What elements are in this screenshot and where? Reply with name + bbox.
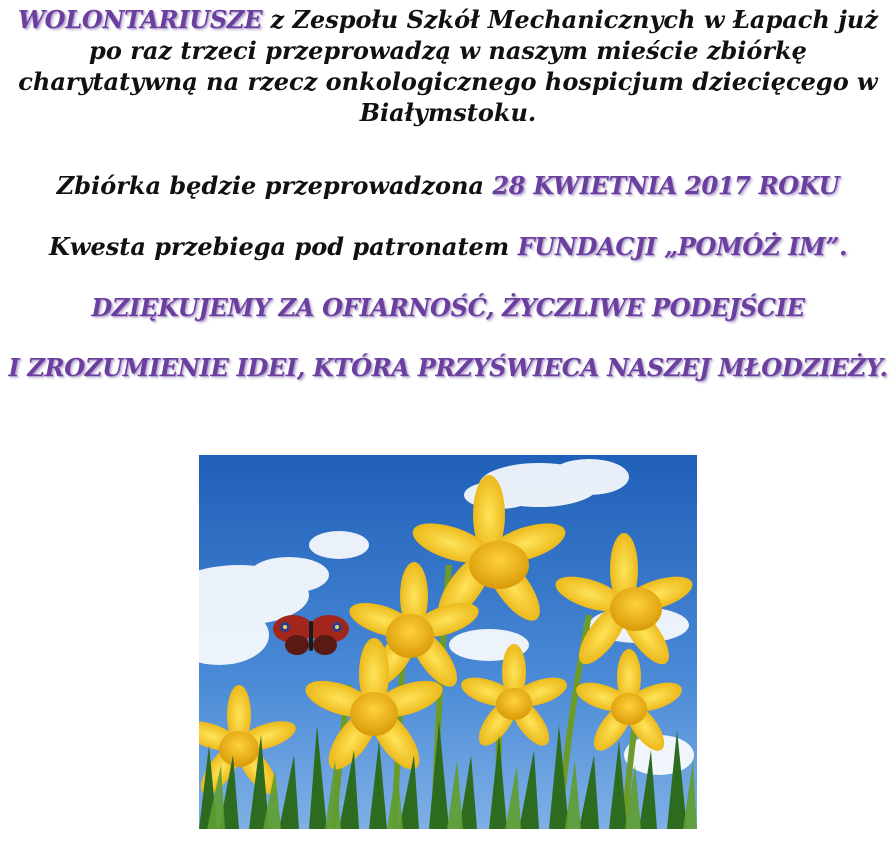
sky [199, 455, 697, 829]
patronage-text: Kwesta przebiega pod patronatem [48, 232, 518, 261]
daffodils-illustration [199, 455, 697, 829]
intro-paragraph [0, 4, 896, 128]
collection-date-highlight: 28 KWIETNIA 2017 ROKU [492, 171, 840, 200]
intro-text: z Zespołu Szkół Mechanicznych w Łapach już po raz trzeci przeprowadzą w naszym mieście zbiórkę charytatywną na rzecz onkologicznego hospicjum dziecięcego w Białymstoku. [18, 5, 878, 127]
thanks-paragraph [0, 292, 896, 323]
collection-date-text: Zbiórka będzie przeprowadzona [56, 171, 493, 200]
thanks-continued-paragraph [0, 352, 896, 383]
collection-date-paragraph [0, 170, 896, 201]
daffodils-photo [199, 455, 697, 829]
patronage-paragraph [0, 231, 896, 262]
thanks-highlight: DZIĘKUJEMY ZA OFIARNOŚĆ, ŻYCZLIWE PODEJŚCIE [91, 293, 805, 322]
thanks-continued-highlight: I ZROZUMIENIE IDEI, KTÓRA PRZYŚWIECA NASZEJ MŁODZIEŻY. [8, 353, 888, 382]
foundation-highlight: FUNDACJI „POMÓŻ IM”. [517, 232, 848, 261]
volunteers-highlight: WOLONTARIUSZE [18, 5, 263, 34]
